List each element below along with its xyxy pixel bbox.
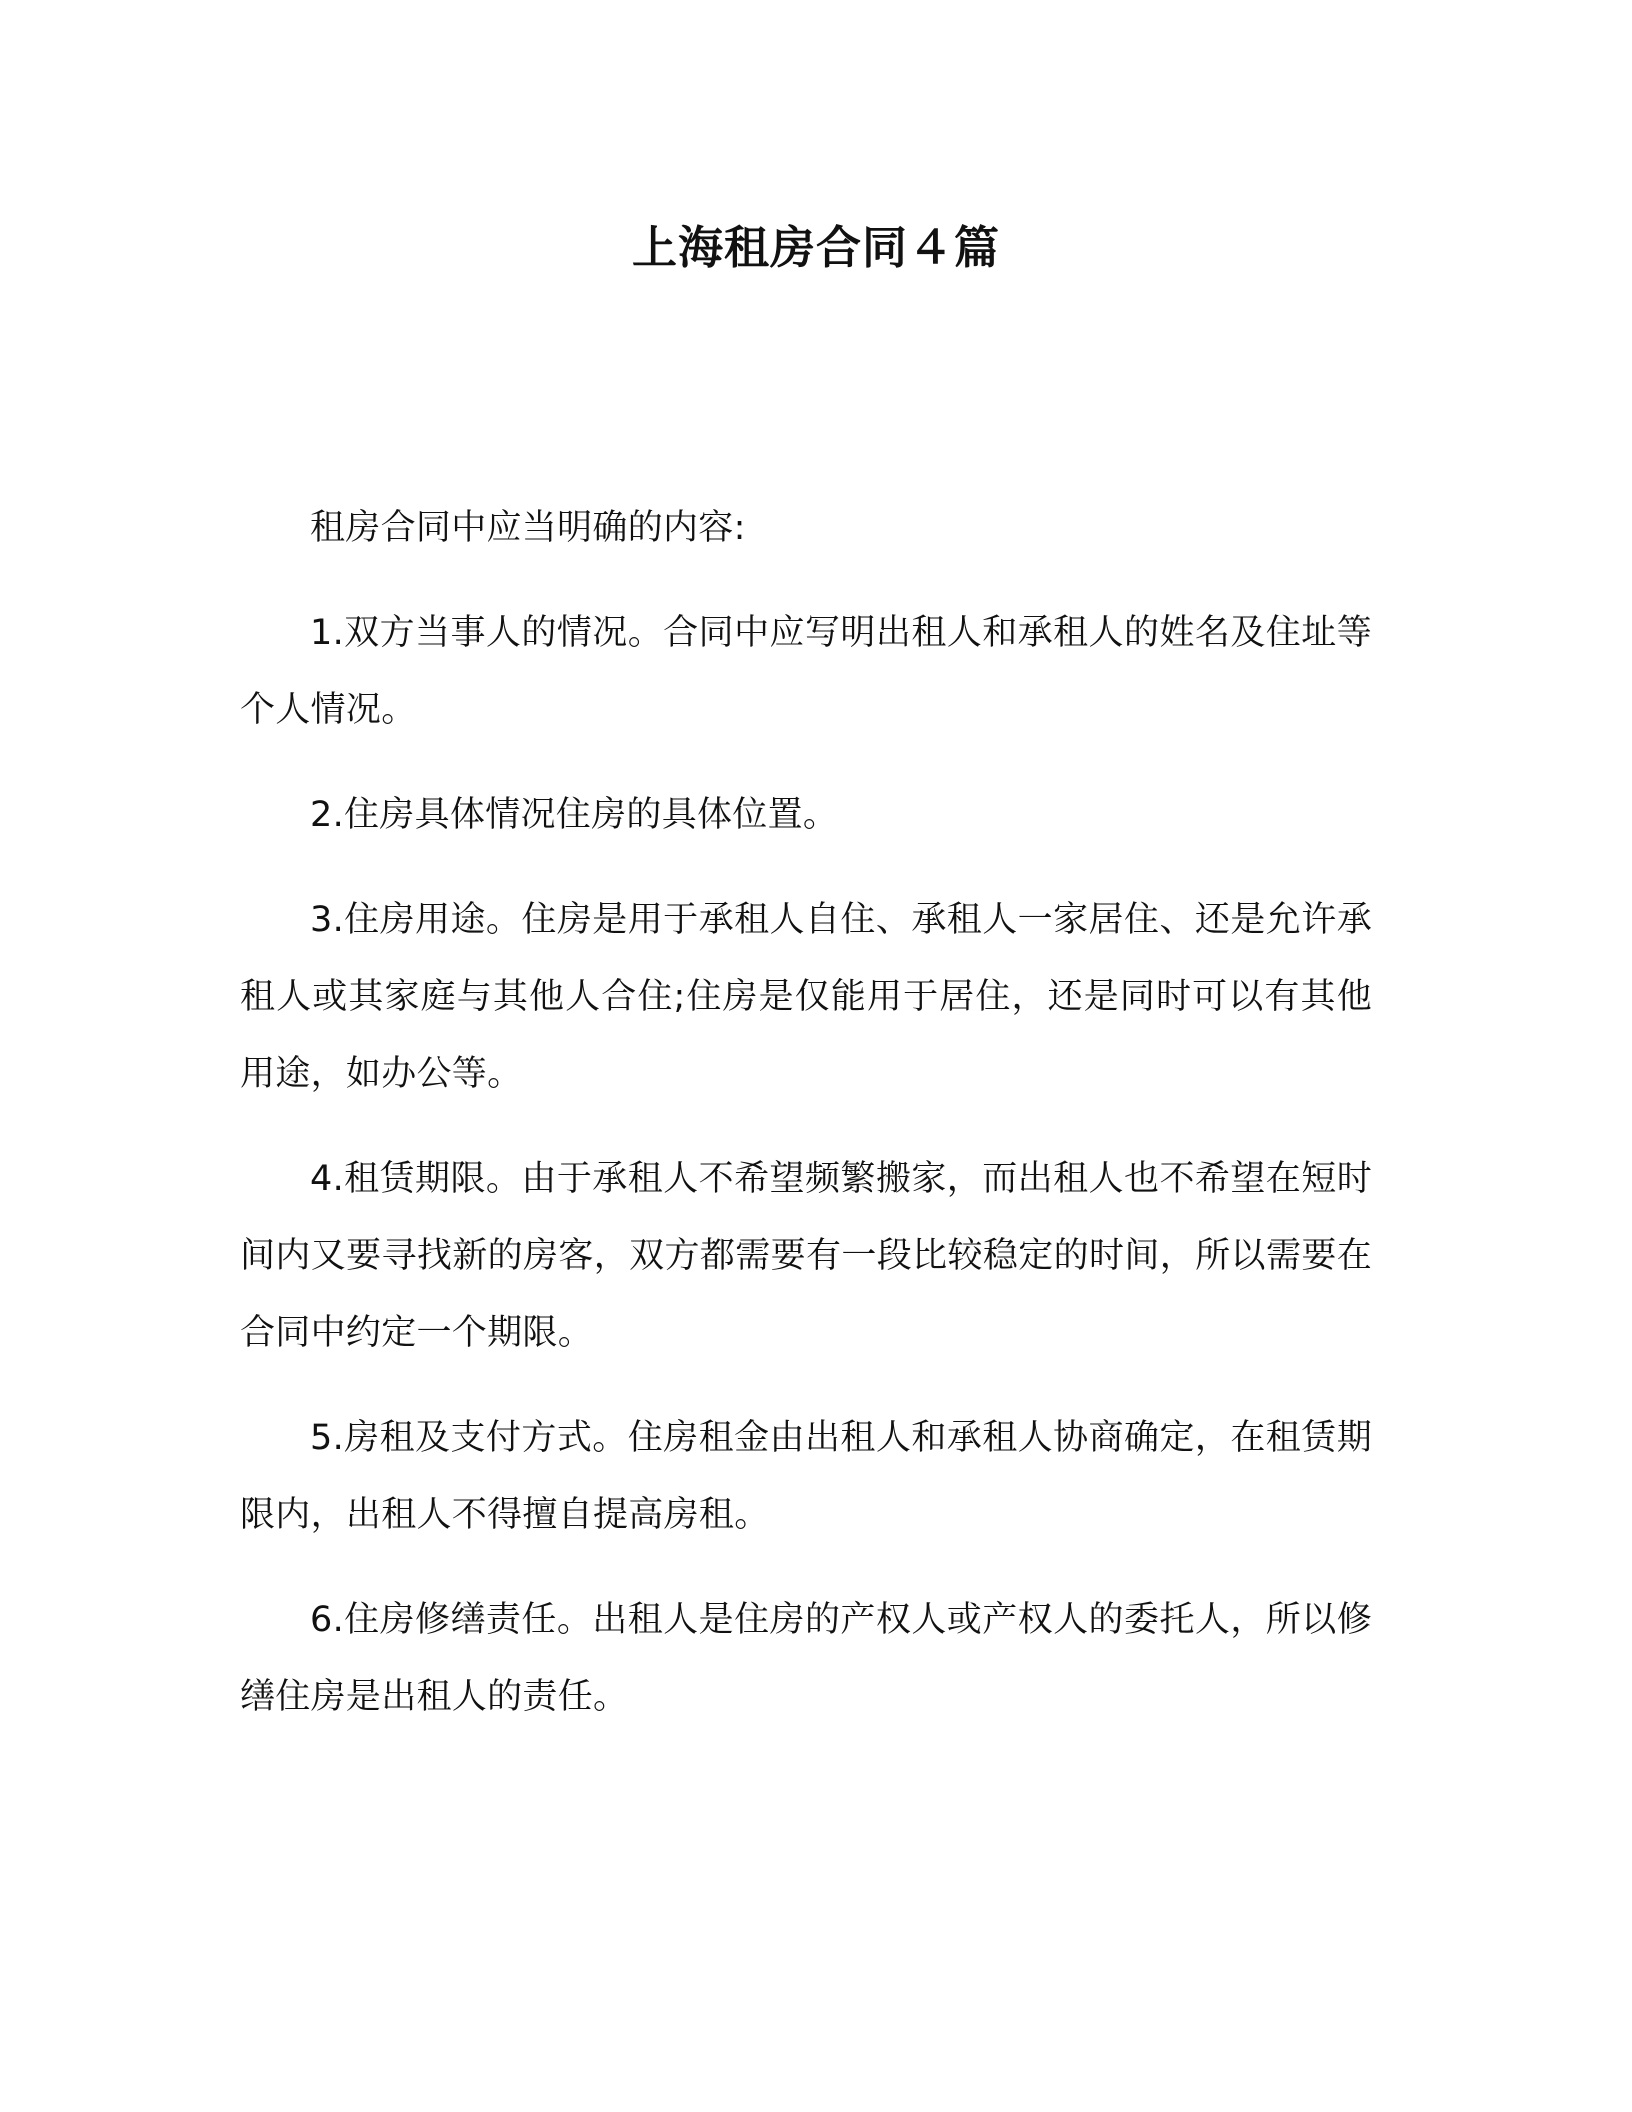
clause-6-paragraph: 6.住房修缮责任。出租人是住房的产权人或产权人的委托人，所以修缮住房是出租人的责任。 <box>240 1600 1372 1717</box>
clause-3-paragraph: 3.住房用途。住房是用于承租人自住、承租人一家居住、还是允许承租人或其家庭与其他人合住;住房是仅能用于居住，还是同时可以有其他用途，如办公等。 <box>240 900 1372 1094</box>
clause-2-paragraph: 2.住房具体情况住房的具体位置。 <box>310 795 839 835</box>
document-body <box>240 490 1372 1764</box>
clause-5-paragraph: 5.房租及支付方式。住房租金由出租人和承租人协商确定，在租赁期限内，出租人不得擅自提高房租。 <box>240 1418 1372 1535</box>
clause-1-paragraph: 1.双方当事人的情况。合同中应写明出租人和承租人的姓名及住址等个人情况。 <box>240 613 1372 730</box>
intro-paragraph: 租房合同中应当明确的内容: <box>310 508 746 548</box>
clause-4-paragraph: 4.租赁期限。由于承租人不希望频繁搬家，而出租人也不希望在短时间内又要寻找新的房客，双方都需要有一段比较稳定的时间，所以需要在合同中约定一个期限。 <box>240 1159 1372 1353</box>
document-title: 上海租房合同４篇 <box>631 221 1000 274</box>
